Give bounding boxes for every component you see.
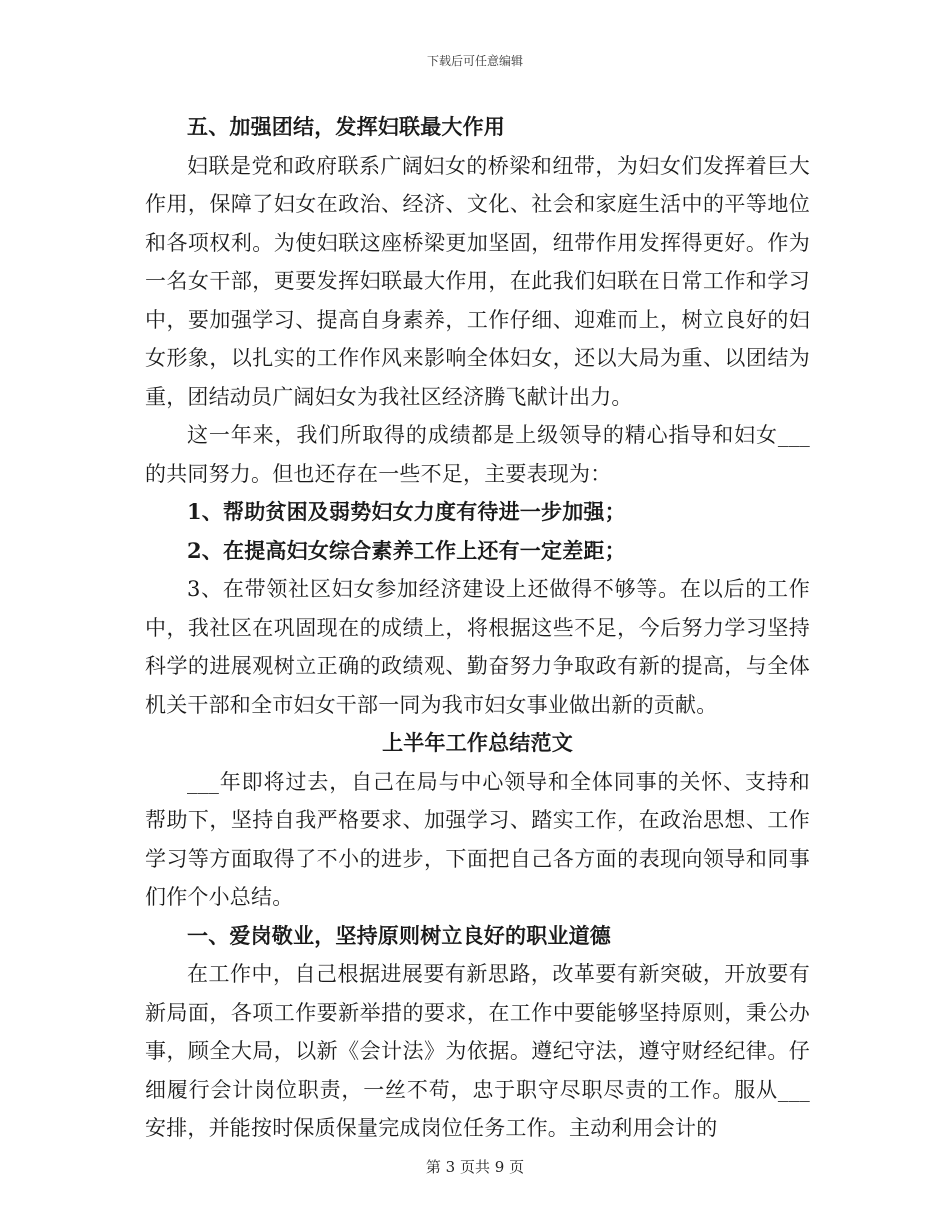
paragraph-intro: ___年即将过去，自己在局与中心领导和全体同事的关怀、支持和帮助下，坚持自我严格要求、加强学习、踏实工作，在政治思想、工作学习等方面取得了不小的进步，下面把自己各方面的表现向领导和同事们作个小总结。 — [145, 769, 810, 909]
page-header: 下载后可任意编辑 — [426, 54, 523, 68]
paragraph-work-ethics: 在工作中，自己根据进展要有新思路，改革要有新突破，开放要有新局面，各项工作要新举措的要求，在工作中要能够坚持原则，秉公办事，顾全大局，以新《会计法》为依据。遵纪守法，遵守财经纪律。仔细履行会计岗位职责，一丝不苟，忠于职守尽职尽责的工作。服从___安排，并能按时保质保量完成岗位任务工作。主动利用会计的 — [145, 962, 810, 1140]
section-heading-5: 五、加强团结，发挥妇联最大作用 — [187, 114, 505, 139]
document-body — [145, 108, 810, 1148]
page-footer: 第 3 页共 9 页 — [425, 1158, 525, 1176]
shortcoming-item-3: 3、在带领社区妇女参加经济建设上还做得不够等。在以后的工作中，我社区在巩固现在的成绩上，将根据这些不足，今后努力学习坚持科学的进展观树立正确的政绩观、勤奋努力争取政有新的提高，与全体机关干部和全市妇女干部一同为我市妇女事业做出新的贡献。 — [145, 577, 810, 717]
shortcoming-item-2: 2、在提高妇女综合素养工作上还有一定差距； — [187, 537, 626, 563]
paragraph-womens-federation-role: 妇联是党和政府联系广阔妇女的桥梁和纽带，为妇女们发挥着巨大作用，保障了妇女在政治、经济、文化、社会和家庭生活中的平等地位和各项权利。为使妇联这座桥梁更加坚固，纽带作用发挥得更好。作为一名女干部，更要发挥妇联最大作用，在此我们妇联在日常工作和学习中，要加强学习、提高自身素养，工作仔细、迎难而上，树立良好的妇女形象，以扎实的工作作风来影响全体妇女，还以大局为重、以团结为重，团结动员广阔妇女为我社区经济腾飞献计出力。 — [145, 153, 810, 409]
document-title: 上半年工作总结范文 — [382, 730, 573, 755]
section-heading-1: 一、爱岗敬业，坚持原则树立良好的职业道德 — [187, 922, 611, 948]
shortcoming-item-1: 1、帮助贫困及弱势妇女力度有待进一步加强； — [187, 499, 626, 524]
paragraph-year-summary: 这一年来，我们所取得的成绩都是上级领导的精心指导和妇女___的共同努力。但也还存在一些不足，主要表现为： — [145, 423, 810, 486]
